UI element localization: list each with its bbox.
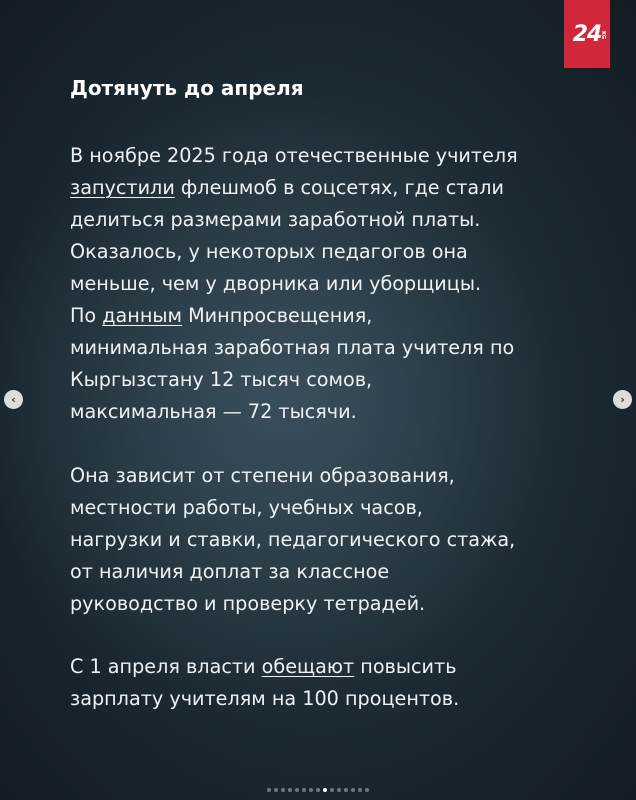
paragraph-salary-flashmob [70,140,580,428]
text-line: Она зависит от степени образования, [70,464,455,487]
pagination-dot[interactable] [288,788,292,792]
text-line [70,300,580,332]
link-promise[interactable]: обещают [261,655,355,678]
pagination-dot[interactable] [337,788,341,792]
pagination-dot-active[interactable] [323,788,327,792]
paragraph-salary-increase [70,651,580,715]
text-line: руководство и проверку тетрадей. [70,592,426,615]
chevron-right-icon: › [620,393,625,406]
pagination-dot[interactable] [316,788,320,792]
text-fragment: С 1 апреля власти [70,655,262,678]
pagination-dot[interactable] [365,788,369,792]
text-fragment: Минпросвещения, [182,304,373,327]
chevron-left-icon: ‹ [11,393,16,406]
text-line: делиться размерами заработной платы. [70,208,481,231]
text-line: местности работы, учебных часов, [70,496,423,519]
text-line: Кыргызстану 12 тысяч сомов, [70,368,373,391]
logo-subtext: KG [600,31,606,39]
carousel-pagination [0,788,636,792]
pagination-dot[interactable] [274,788,278,792]
text-line: от наличия доплат за классное [70,560,390,583]
pagination-dot[interactable] [358,788,362,792]
link-launched[interactable]: запустили [70,176,175,199]
text-line [70,651,580,683]
pagination-dot[interactable] [309,788,313,792]
pagination-dot[interactable] [351,788,355,792]
text-fragment: флешмоб в соцсетях, где стали [174,176,504,199]
link-data[interactable]: данным [102,304,183,327]
paragraph-salary-factors [70,460,580,620]
text-line [70,172,580,204]
text-line: меньше, чем у дворника или уборщицы. [70,272,482,295]
text-fragment: По [70,304,103,327]
pagination-dot[interactable] [330,788,334,792]
slide-heading: Дотянуть до апреля [70,76,304,100]
text-line: нагрузки и ставки, педагогического стажа, [70,528,516,551]
brand-logo[interactable] [564,0,610,68]
pagination-dot[interactable] [302,788,306,792]
pagination-dot[interactable] [267,788,271,792]
text-line: минимальная заработная плата учителя по [70,336,515,359]
text-line: зарплату учителям на 100 процентов. [70,687,460,710]
pagination-dot[interactable] [295,788,299,792]
pagination-dot[interactable] [281,788,285,792]
text-line: максимальная — 72 тысячи. [70,400,357,423]
next-slide-button[interactable] [613,390,632,409]
logo-text: 24 [572,21,602,47]
previous-slide-button[interactable] [4,390,23,409]
text-line: Оказалось, у некоторых педагогов она [70,240,468,263]
text-line: В ноябре 2025 года отечественные учителя [70,144,518,167]
text-fragment: повысить [354,655,457,678]
pagination-dot[interactable] [344,788,348,792]
